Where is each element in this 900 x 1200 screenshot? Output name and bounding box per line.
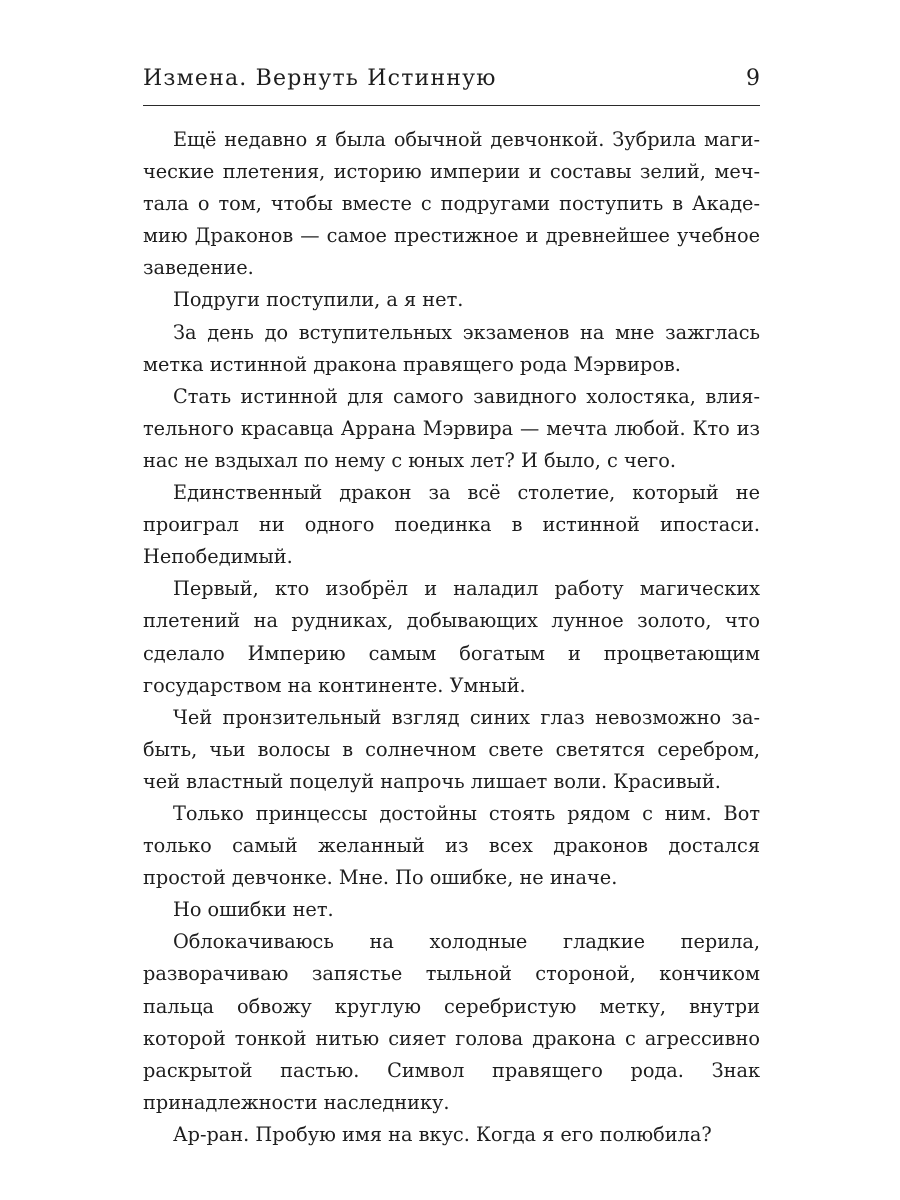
paragraph: Первый, кто изобрёл и наладил работу магических плетений на рудниках, добывающих лунное золото, что сделало Империю самым богатым и процветающим государством на континенте. Умный. xyxy=(143,577,760,697)
paragraph: Подруги поступили, а я нет. xyxy=(173,288,464,312)
paragraph: Чей пронзительный взгляд синих глаз невозможно забыть, чьи волосы в солнечном свете светятся серебром, чей властный поцелуй напрочь лишает воли. Красивый. xyxy=(143,705,760,793)
paragraph: Облокачиваюсь на холодные гладкие перила, разворачиваю запястье тыльной стороной, кончиком пальца обвожу круглую серебристую метку, внутри которой тонкой нитью сияет голова дракона с агрессивно раскрытой пастью. Символ правящего рода. Знак принадлежности наследнику. xyxy=(143,930,760,1114)
page-number: 9 xyxy=(746,66,760,91)
running-head xyxy=(143,62,760,102)
paragraph: Ар-ран. Пробую имя на вкус. Когда я его полюбила? xyxy=(173,1122,712,1146)
paragraph: Стать истинной для самого завидного холостяка, влиятельного красавца Аррана Мэрвира — мечта любой. Кто из нас не вздыхал по нему с юных лет? И было, с чего. xyxy=(143,384,760,472)
body-text xyxy=(143,124,760,1151)
paragraph: За день до вступительных экзаменов на мне зажглась метка истинной дракона правящего рода Мэрвиров. xyxy=(143,320,760,376)
running-title: Измена. Вернуть Истинную xyxy=(143,66,497,91)
header-rule xyxy=(143,105,760,106)
paragraph: Ещё недавно я была обычной девчонкой. Зубрила магические плетения, историю империи и составы зелий, мечтала о том, чтобы вместе с подругами поступить в Академию Драконов — самое престижное и древнейшее учебное заведение. xyxy=(143,128,760,280)
paragraph: Только принцессы достойны стоять рядом с ним. Вот только самый желанный из всех драконов достался простой девчонке. Мне. По ошибке, не иначе. xyxy=(143,801,760,890)
paragraph: Единственный дракон за всё столетие, который не проиграл ни одного поединка в истинной ипостаси. Непобедимый. xyxy=(143,481,760,569)
paragraph: Но ошибки нет. xyxy=(173,898,334,922)
